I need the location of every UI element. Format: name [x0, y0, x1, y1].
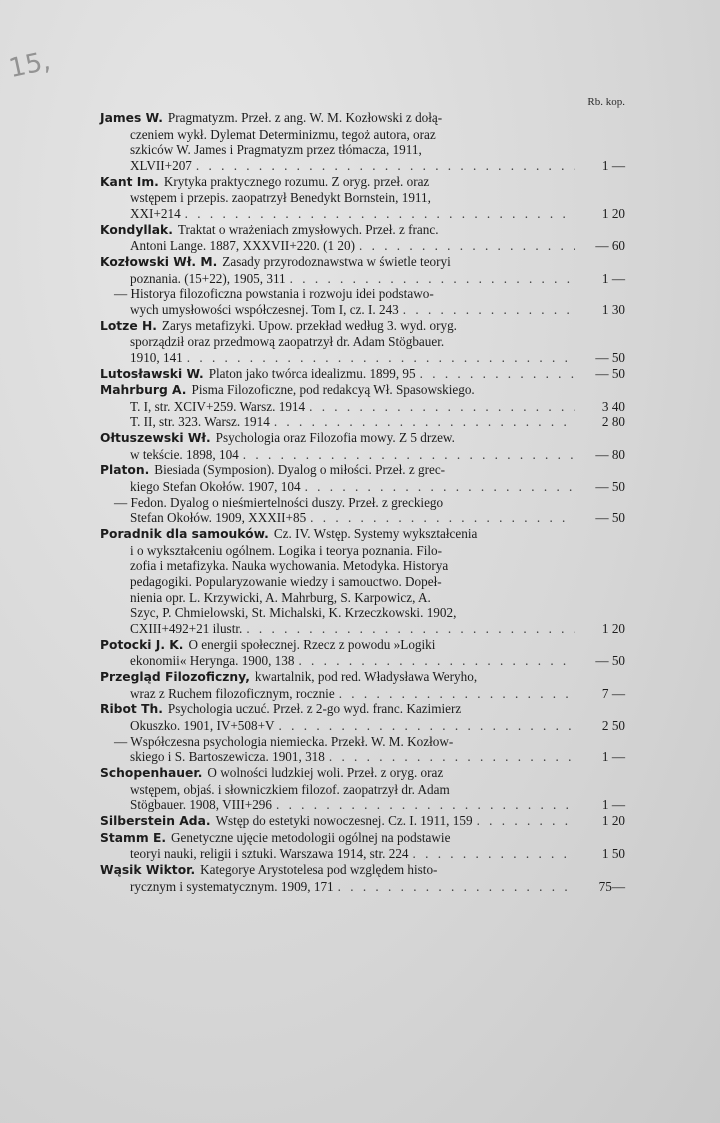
- author-name: Ołtuszewski Wł.: [100, 431, 211, 446]
- entry-text: T. II, str. 323. Warsz. 1914: [130, 414, 270, 430]
- entry-line: [100, 862, 625, 879]
- author-name: Kozłowski Wł. M.: [100, 254, 218, 269]
- entry-line: [100, 686, 625, 702]
- entry-line: [100, 430, 625, 447]
- price: — 50: [595, 653, 625, 669]
- catalog-entry: [100, 254, 625, 318]
- dot-leader: [243, 447, 575, 463]
- entry-line: [100, 110, 625, 127]
- dot-leader: [279, 718, 575, 734]
- entry-text: kiego Stefan Okołów. 1907, 104: [130, 479, 301, 495]
- entry-line: [100, 495, 625, 511]
- catalog-entry: [100, 366, 625, 383]
- entry-line: [100, 127, 625, 143]
- entry-line: [100, 382, 625, 399]
- entry-line: [100, 222, 625, 239]
- entry-line: [100, 830, 625, 847]
- entry-text: — Współczesna psychologia niemiecka. Przekł. W. M. Kozłow-: [114, 733, 454, 749]
- author-name: Schopenhauer.: [100, 765, 203, 780]
- price: 3 40: [601, 398, 625, 414]
- entry-line: [100, 462, 625, 479]
- author-name: Potocki J. K.: [100, 637, 184, 652]
- entry-line: [100, 846, 625, 862]
- catalog-entry: [100, 669, 625, 701]
- author-name: Silberstein Ada.: [100, 813, 211, 828]
- entry-text: XLVII+207: [130, 157, 192, 173]
- price: 1 20: [601, 621, 625, 636]
- entry-line: [100, 734, 625, 750]
- price: — 50: [595, 510, 625, 526]
- entry-line: [100, 302, 625, 318]
- entry-line: [100, 782, 625, 798]
- dot-leader: [339, 686, 575, 702]
- entry-line: [100, 350, 625, 366]
- entry-line: [100, 637, 625, 654]
- entry-text: Traktat o wrażeniach zmysłowych. Przeł. z franc.: [177, 221, 439, 237]
- author-name: Poradnik dla samouków.: [100, 527, 269, 542]
- entry-text: Biesiada (Symposion). Dyalog o miłości. Przeł. z grec-: [154, 462, 446, 478]
- entry-line: [100, 510, 625, 526]
- dot-leader: [477, 813, 575, 829]
- price: — 50: [595, 479, 625, 495]
- catalog-entry: [100, 830, 625, 862]
- price: 1 20: [601, 205, 625, 221]
- entry-text: 1910, 141: [130, 349, 183, 365]
- entry-line: [100, 447, 625, 463]
- entry-list: [100, 110, 625, 894]
- entry-line: [100, 414, 625, 430]
- entry-line: [100, 526, 625, 543]
- entry-line: [100, 621, 625, 637]
- entry-text: rycznym i systematycznym. 1909, 171: [130, 878, 334, 894]
- entry-text: pedagogiki. Popularyzowanie wiedzy i samouctwo. Dopeł-: [130, 574, 442, 590]
- entry-line: [100, 206, 625, 222]
- price: 1 50: [601, 846, 625, 862]
- catalog-entry: [100, 222, 625, 254]
- author-name: Lutosławski W.: [100, 366, 204, 381]
- entry-text: kwartalnik, pod red. Władysława Weryho,: [254, 668, 478, 684]
- entry-line: [100, 271, 625, 287]
- author-name: Lotze H.: [100, 318, 157, 333]
- catalog-entry: [100, 765, 625, 813]
- dot-leader: [305, 479, 575, 495]
- price: 1 —: [601, 797, 625, 813]
- entry-line: [100, 749, 625, 765]
- entry-line: [100, 813, 625, 830]
- entry-line: [100, 765, 625, 782]
- entry-text: CXIII+492+21 ilustr.: [130, 621, 243, 636]
- dot-leader: [403, 302, 575, 318]
- entry-text: ekonomii« Heryngа. 1900, 138: [130, 653, 295, 669]
- entry-text: Platon jako twórca idealizmu. 1899, 95: [208, 365, 416, 381]
- entry-text: skiego i S. Bartoszewicza. 1901, 318: [130, 749, 325, 765]
- entry-line: [100, 254, 625, 271]
- catalog-entry: [100, 174, 625, 222]
- entry-text: Zarys metafizyki. Upow. przekład według 3. wyd. oryg.: [161, 317, 457, 333]
- price: 1 20: [601, 812, 625, 828]
- entry-line: [100, 574, 625, 590]
- entry-line: [100, 590, 625, 606]
- entry-line: [100, 174, 625, 191]
- dot-leader: [359, 238, 575, 254]
- dot-leader: [276, 797, 575, 813]
- catalog-entry: [100, 637, 625, 669]
- entry-text: sporządził oraz przedmową zaopatrzył dr. Adam Stögbauer.: [130, 334, 445, 350]
- author-name: Przegląd Filozoficzny,: [100, 669, 250, 684]
- entry-text: Antoni Lange. 1887, XXXVII+220. (1 20): [130, 238, 355, 254]
- entry-line: [100, 605, 625, 621]
- catalog-entry: [100, 462, 625, 526]
- entry-line: [100, 479, 625, 495]
- entry-line: [100, 286, 625, 302]
- price: 1 —: [601, 749, 625, 765]
- author-name: Mahrburg A.: [100, 383, 187, 398]
- author-name: Stamm E.: [100, 830, 167, 845]
- entry-text: Pragmatyzm. Przeł. z ang. W. M. Kozłowski z dołą-: [167, 110, 443, 125]
- entry-text: — Historya filozoficzna powstania i rozwoju idei podstawo-: [114, 286, 434, 302]
- entry-text: wraz z Ruchem filozoficznym, rocznie: [130, 685, 335, 701]
- entry-text: wstępem i przepis. zaopatrzył Benedykt Bornstein, 1911,: [130, 190, 431, 206]
- entry-text: Cz. IV. Wstęp. Systemy wykształcenia: [273, 526, 478, 542]
- entry-text: XXI+214: [130, 205, 181, 221]
- price: — 60: [595, 238, 625, 254]
- dot-leader: [310, 510, 575, 526]
- entry-line: [100, 158, 625, 174]
- entry-text: wstępem, objaś. i słowniczkiem filozof. zaopatrzył dr. Adam: [130, 781, 450, 797]
- entry-text: O wolności ludzkiej woli. Przeł. z oryg. oraz: [207, 764, 444, 780]
- entry-text: szkiców W. James i Pragmatyzm przez tłómacza, 1911,: [130, 142, 422, 158]
- dot-leader: [309, 399, 575, 415]
- price: 2 80: [601, 414, 625, 430]
- entry-text: nienia opr. L. Krzywicki, A. Mahrburg, S. Karpowicz, A.: [130, 589, 431, 605]
- entry-text: teoryi nauki, religii i sztuki. Warszawa 1914, str. 224: [130, 846, 409, 862]
- svg-text:15,: 15,: [6, 46, 54, 85]
- price-column-header: Rb. kop.: [587, 96, 625, 108]
- entry-line: [100, 238, 625, 254]
- dot-leader: [420, 366, 575, 382]
- author-name: Platon.: [100, 463, 150, 478]
- dot-leader: [187, 350, 575, 366]
- entry-line: [100, 366, 625, 383]
- price: — 80: [595, 446, 625, 462]
- price: — 50: [595, 365, 625, 381]
- author-name: Kant Im.: [100, 174, 159, 189]
- catalog-entry: [100, 526, 625, 637]
- entry-line: [100, 142, 625, 158]
- entry-line: [100, 669, 625, 686]
- dot-leader: [298, 653, 575, 669]
- entry-text: Zasady przyrodoznawstwa w świetle teoryi: [222, 253, 451, 269]
- entry-line: [100, 334, 625, 350]
- dot-leader: [196, 158, 575, 174]
- entry-text: Stefan Okołów. 1909, XXXII+85: [130, 510, 307, 526]
- catalog-entry: [100, 382, 625, 430]
- dot-leader: [338, 879, 575, 895]
- dot-leader: [185, 206, 575, 222]
- entry-text: Szyc, P. Chmielowski, St. Michalski, K. Krzeczkowski. 1902,: [130, 605, 457, 621]
- catalog-entry: [100, 701, 625, 765]
- entry-text: w tekście. 1898, 104: [130, 446, 239, 462]
- entry-text: Psychologia oraz Filozofia mowy. Z 5 drzew.: [215, 430, 455, 446]
- entry-text: Okuszko. 1901, IV+508+V: [130, 717, 275, 733]
- pencil-mark: [6, 40, 76, 90]
- catalog-entry: [100, 318, 625, 366]
- price: 7 —: [601, 685, 625, 701]
- dot-leader: [329, 749, 575, 765]
- entry-text: i o wykształceniu ogólnem. Logika i teorya poznania. Filo-: [130, 542, 443, 558]
- entry-line: [100, 543, 625, 559]
- author-name: James W.: [100, 111, 163, 125]
- entry-text: T. I, str. XCIV+259. Warsz. 1914: [130, 398, 306, 414]
- entry-text: Genetyczne ujęcie metodologii ogólnej na podstawie: [171, 829, 451, 845]
- catalog-entry: [100, 110, 625, 174]
- price: 1 —: [601, 270, 625, 286]
- price: — 50: [595, 349, 625, 365]
- entry-line: [100, 701, 625, 718]
- dot-leader: [274, 414, 575, 430]
- entry-text: Kategorye Arystotelesa pod względem histo-: [200, 861, 438, 877]
- entry-text: — Fedon. Dyalog o nieśmiertelności duszy. Przeł. z greckiego: [114, 494, 444, 510]
- entry-text: Pisma Filozoficzne, pod redakcyą Wł. Spasowskiego.: [191, 382, 475, 398]
- entry-text: czeniem wykł. Dylemat Determinizmu, tegoż autora, oraz: [130, 126, 436, 142]
- entry-text: Psychologia uczuć. Przeł. z 2-go wyd. franc. Kazimierz: [167, 701, 462, 717]
- entry-line: [100, 190, 625, 206]
- dot-leader: [246, 621, 575, 637]
- price: 1 —: [601, 157, 625, 173]
- entry-line: [100, 318, 625, 335]
- entry-line: [100, 797, 625, 813]
- catalog-entry: [100, 430, 625, 462]
- author-name: Wąsik Wiktor.: [100, 862, 196, 877]
- entry-text: Wstęp do estetyki nowoczesnej. Cz. I. 1911, 159: [215, 812, 473, 828]
- dot-leader: [413, 846, 575, 862]
- author-name: Kondyllak.: [100, 222, 173, 237]
- entry-line: [100, 399, 625, 415]
- entry-text: wych umysłowości współczesnej. Tom I, cz. I. 243: [130, 301, 399, 317]
- dot-leader: [290, 271, 575, 287]
- catalog-entry: [100, 862, 625, 894]
- entry-line: [100, 718, 625, 734]
- author-name: Ribot Th.: [100, 702, 163, 717]
- entry-text: Stögbauer. 1908, VIII+296: [130, 797, 272, 813]
- entry-line: [100, 558, 625, 574]
- price: 75—: [598, 878, 625, 894]
- entry-text: zofia i metafizyka. Nauka wychowania. Metodyka. Historya: [130, 558, 449, 574]
- price: 1 30: [601, 301, 625, 317]
- entry-text: Krytyka praktycznego rozumu. Z oryg. przeł. oraz: [163, 173, 430, 189]
- price: 2 50: [601, 717, 625, 733]
- entry-line: [100, 653, 625, 669]
- catalog-entry: [100, 813, 625, 830]
- entry-line: [100, 879, 625, 895]
- entry-text: O energii społecznej. Rzecz z powodu »Logiki: [188, 636, 436, 652]
- entry-text: poznania. (15+22), 1905, 311: [130, 270, 286, 286]
